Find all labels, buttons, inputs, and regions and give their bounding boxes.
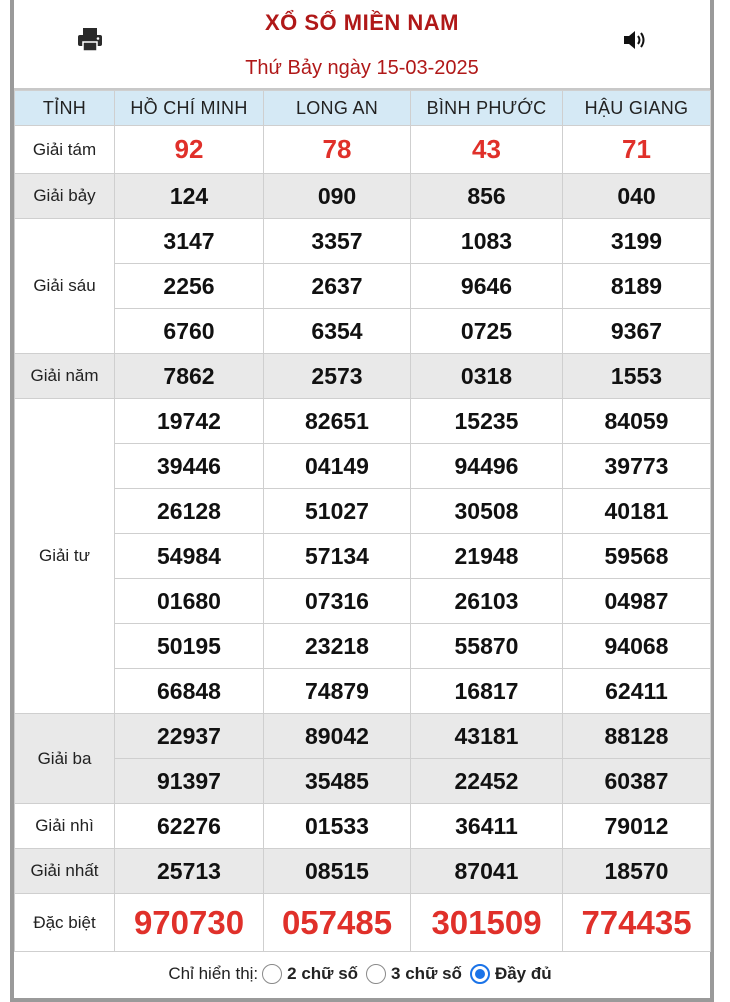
prize-number: 59568 (563, 534, 711, 579)
prize-number: 43181 (411, 714, 563, 759)
prize-row-g6 (15, 309, 711, 354)
prize-row-g4 (15, 444, 711, 489)
prize-number: 88128 (563, 714, 711, 759)
prize-row-g8 (15, 126, 711, 174)
prize-label: Giải nhì (15, 804, 115, 849)
prize-number: 8189 (563, 264, 711, 309)
prize-number: 0318 (411, 354, 563, 399)
option-full[interactable] (470, 964, 556, 984)
display-options (14, 952, 710, 996)
prize-number: 6354 (264, 309, 411, 354)
prize-number: 9646 (411, 264, 563, 309)
prize-row-g4 (15, 489, 711, 534)
table-header-row (15, 91, 711, 126)
column-header-ho-chi-minh: HỒ CHÍ MINH (115, 91, 264, 126)
prize-number: 19742 (115, 399, 264, 444)
prize-label: Giải tư (15, 399, 115, 714)
prize-number: 9367 (563, 309, 711, 354)
prize-row-special (15, 894, 711, 952)
prize-number: 84059 (563, 399, 711, 444)
prize-number: 090 (264, 174, 411, 219)
lottery-results-panel (10, 0, 714, 1002)
prize-number: 55870 (411, 624, 563, 669)
prize-number: 07316 (264, 579, 411, 624)
prize-number: 23218 (264, 624, 411, 669)
option-2-digits[interactable] (262, 964, 362, 984)
prize-number: 71 (563, 126, 711, 174)
prize-number: 57134 (264, 534, 411, 579)
prize-number: 970730 (115, 894, 264, 952)
prize-row-g4 (15, 579, 711, 624)
prize-number: 35485 (264, 759, 411, 804)
radio-full[interactable] (470, 964, 490, 984)
prize-number: 78 (264, 126, 411, 174)
prize-number: 01680 (115, 579, 264, 624)
prize-number: 0725 (411, 309, 563, 354)
radio-2-digits[interactable] (262, 964, 282, 984)
prize-number: 3147 (115, 219, 264, 264)
prize-number: 50195 (115, 624, 264, 669)
prize-label: Giải bảy (15, 174, 115, 219)
prize-row-g4 (15, 624, 711, 669)
prize-number: 3357 (264, 219, 411, 264)
prize-number: 2637 (264, 264, 411, 309)
prize-row-g4 (15, 534, 711, 579)
results-table (14, 90, 711, 952)
prize-number: 94496 (411, 444, 563, 489)
prize-row-g6 (15, 264, 711, 309)
prize-number: 30508 (411, 489, 563, 534)
prize-row-g2 (15, 804, 711, 849)
prize-number: 91397 (115, 759, 264, 804)
prize-number: 774435 (563, 894, 711, 952)
prize-number: 39446 (115, 444, 264, 489)
prize-row-g5 (15, 354, 711, 399)
prize-number: 51027 (264, 489, 411, 534)
prize-number: 94068 (563, 624, 711, 669)
prize-row-g6 (15, 219, 711, 264)
prize-row-g3 (15, 714, 711, 759)
option-3-digits-label: 3 chữ số (391, 964, 462, 983)
prize-number: 08515 (264, 849, 411, 894)
prize-label: Đặc biệt (15, 894, 115, 952)
prize-number: 6760 (115, 309, 264, 354)
prize-number: 66848 (115, 669, 264, 714)
page-title: XỔ SỐ MIỀN NAM (264, 10, 459, 35)
prize-number: 16817 (411, 669, 563, 714)
display-options-label: Chỉ hiển thị: (168, 964, 259, 983)
prize-row-g3 (15, 759, 711, 804)
prize-number: 18570 (563, 849, 711, 894)
prize-number: 2573 (264, 354, 411, 399)
prize-number: 39773 (563, 444, 711, 489)
prize-row-g1 (15, 849, 711, 894)
option-2-digits-label: 2 chữ số (287, 964, 359, 983)
prize-number: 54984 (115, 534, 264, 579)
prize-row-g4 (15, 669, 711, 714)
prize-number: 301509 (411, 894, 563, 952)
draw-date: Thứ Bảy ngày 15-03-2025 (245, 57, 479, 79)
prize-number: 62411 (563, 669, 711, 714)
prize-number: 040 (563, 174, 711, 219)
prize-number: 04149 (264, 444, 411, 489)
prize-label: Giải tám (15, 126, 115, 174)
prize-label: Giải ba (15, 714, 115, 804)
prize-number: 82651 (264, 399, 411, 444)
prize-number: 26103 (411, 579, 563, 624)
prize-number: 057485 (264, 894, 411, 952)
prize-number: 36411 (411, 804, 563, 849)
prize-number: 1083 (411, 219, 563, 264)
prize-number: 22937 (115, 714, 264, 759)
prize-number: 87041 (411, 849, 563, 894)
option-3-digits[interactable] (366, 964, 466, 984)
column-header-province: TỈNH (15, 91, 115, 126)
prize-row-g7 (15, 174, 711, 219)
column-header-long-an: LONG AN (264, 91, 411, 126)
prize-number: 3199 (563, 219, 711, 264)
prize-number: 856 (411, 174, 563, 219)
option-full-label: Đầy đủ (494, 964, 552, 983)
column-header-binh-phuoc: BÌNH PHƯỚC (411, 91, 563, 126)
prize-number: 15235 (411, 399, 563, 444)
prize-number: 04987 (563, 579, 711, 624)
prize-number: 92 (115, 126, 264, 174)
prize-number: 79012 (563, 804, 711, 849)
results-header (14, 0, 710, 90)
prize-number: 22452 (411, 759, 563, 804)
column-header-hau-giang: HẬU GIANG (563, 91, 711, 126)
prize-label: Giải sáu (15, 219, 115, 354)
prize-label: Giải nhất (15, 849, 115, 894)
prize-number: 124 (115, 174, 264, 219)
prize-label: Giải năm (15, 354, 115, 399)
prize-number: 43 (411, 126, 563, 174)
prize-row-g4 (15, 399, 711, 444)
speaker-icon[interactable] (622, 28, 650, 52)
prize-number: 60387 (563, 759, 711, 804)
prize-number: 21948 (411, 534, 563, 579)
prize-number: 25713 (115, 849, 264, 894)
prize-number: 7862 (115, 354, 264, 399)
prize-number: 74879 (264, 669, 411, 714)
prize-number: 01533 (264, 804, 411, 849)
prize-number: 26128 (115, 489, 264, 534)
radio-3-digits[interactable] (366, 964, 386, 984)
prize-number: 1553 (563, 354, 711, 399)
prize-number: 2256 (115, 264, 264, 309)
prize-number: 40181 (563, 489, 711, 534)
prize-number: 62276 (115, 804, 264, 849)
prize-number: 89042 (264, 714, 411, 759)
